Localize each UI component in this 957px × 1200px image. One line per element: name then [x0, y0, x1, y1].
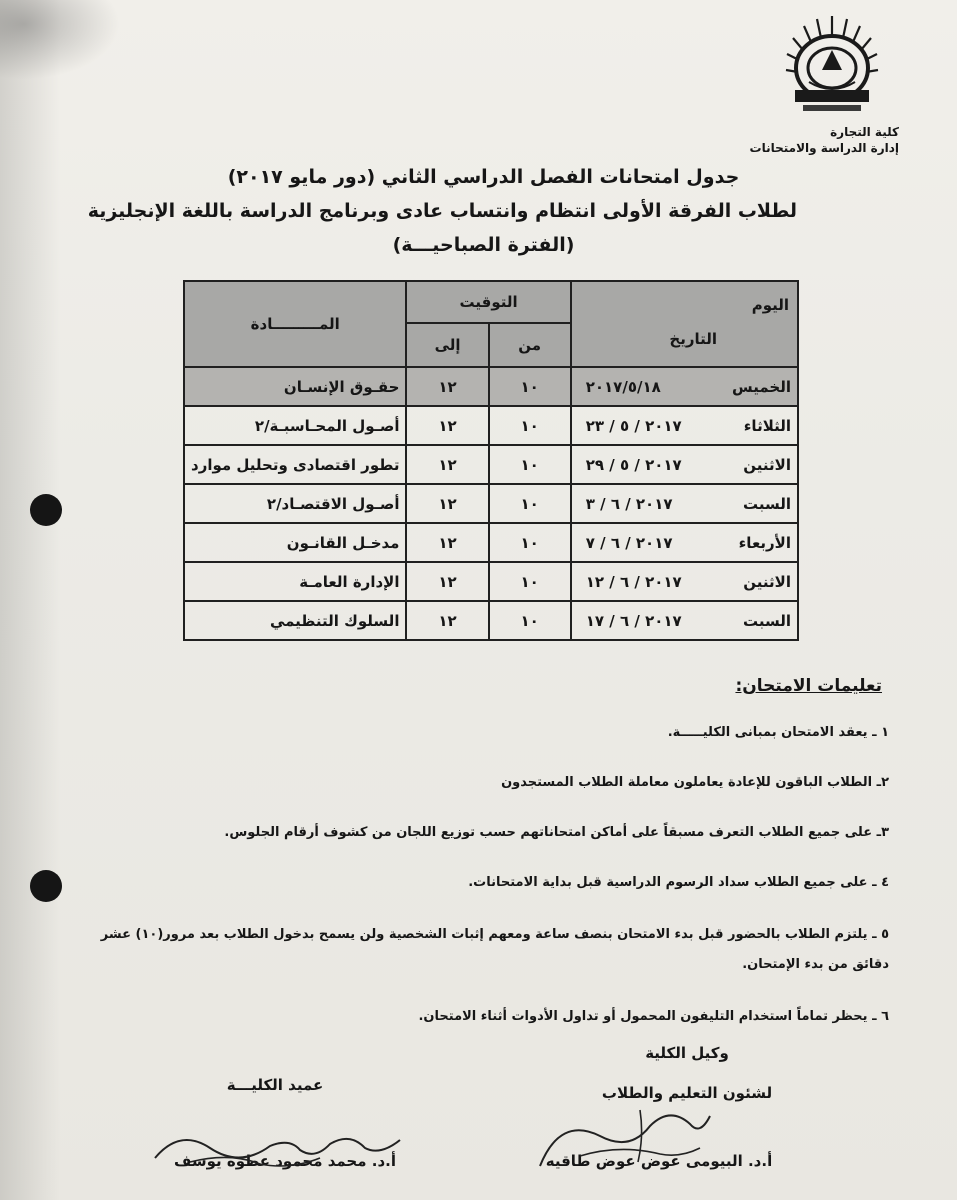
instructions-heading: تعليمات الامتحان: — [735, 676, 882, 696]
cell-date: ٢٠١٧ / ٦ / ١٢ — [585, 572, 682, 591]
header-day: اليوم — [751, 296, 789, 314]
header-from: من — [489, 323, 571, 367]
cell-from: ١٠ — [489, 484, 571, 523]
cell-day-date — [571, 406, 798, 445]
cell-date: ٢٠١٧ / ٦ / ١٧ — [585, 611, 682, 630]
dean-title: عميد الكليـــة — [226, 1076, 324, 1094]
vice-dean-portfolio: لشئون التعليم والطلاب — [601, 1084, 773, 1102]
cell-day-date — [571, 601, 798, 640]
header-to: إلى — [406, 323, 488, 367]
header-subject: المـــــــــادة — [184, 281, 406, 367]
cell-date: ٢٠١٧/٥/١٨ — [585, 377, 661, 396]
vice-dean-title: وكيل الكلية — [645, 1044, 729, 1062]
cell-day: الاثنين — [743, 572, 791, 591]
vice-dean-name: أ.د. البيومى عوض عوض طاقيه — [545, 1152, 773, 1170]
vice-dean-handwritten-signature — [520, 1096, 720, 1176]
cell-subject: مدخـل القانـون — [184, 523, 406, 562]
cell-subject: أصـول الاقتصـاد/٢ — [184, 484, 406, 523]
punch-hole-bottom — [30, 870, 62, 902]
cell-to: ١٢ — [406, 445, 488, 484]
cell-date: ٢٠١٧ / ٦ / ٧ — [585, 533, 673, 552]
instruction-item: ٣ـ على جميع الطلاب التعرف مسبقاً على أماكن امتحاناتهم حسب توزيع اللجان من كشوف أرقام الجلوس. — [224, 825, 889, 840]
instructions-list — [90, 720, 889, 1054]
cell-to: ١٢ — [406, 484, 488, 523]
table-row — [184, 445, 798, 484]
instruction-item: ١ ـ يعقد الامتحان بمبانى الكليـــــة. — [667, 725, 889, 740]
cell-day-date — [571, 523, 798, 562]
cell-day: الخميس — [732, 377, 791, 396]
title-line-3: (الفترة الصباحيـــة) — [392, 234, 575, 256]
table-row — [184, 484, 798, 523]
cell-day-date — [571, 445, 798, 484]
dean-name: أ.د. محمد محمود عطوه يوسف — [174, 1152, 396, 1170]
cell-to: ١٢ — [406, 562, 488, 601]
cell-day: الثلاثاء — [743, 416, 791, 435]
cell-subject: تطور اقتصادى وتحليل موارد — [184, 445, 406, 484]
cell-from: ١٠ — [489, 523, 571, 562]
university-logo — [777, 10, 887, 118]
header-timing: التوقيت — [406, 281, 570, 323]
document-titles — [87, 160, 797, 262]
dean-handwritten-signature — [150, 1118, 410, 1178]
cell-subject: السلوك التنظيمي — [184, 601, 406, 640]
cell-date: ٢٠١٧ / ٦ / ٣ — [585, 494, 673, 513]
cell-subject: الإدارة العامـة — [184, 562, 406, 601]
scan-smudge — [0, 0, 120, 80]
cell-to: ١٢ — [406, 523, 488, 562]
punch-hole-top — [30, 494, 62, 526]
cell-to: ١٢ — [406, 601, 488, 640]
cell-from: ١٠ — [489, 406, 571, 445]
table-row — [184, 367, 798, 406]
table-row — [184, 601, 798, 640]
instruction-item: ٦ ـ يحظر تماماً استخدام التليفون المحمول أو تداول الأدوات أثناء الامتحان. — [418, 1009, 889, 1024]
title-line-1: جدول امتحانات الفصل الدراسي الثاني (دور مايو ٢٠١٧) — [227, 166, 740, 188]
cell-date: ٢٠١٧ / ٥ / ٢٩ — [585, 455, 682, 474]
table-row — [184, 406, 798, 445]
cell-day: السبت — [742, 611, 791, 630]
cell-to: ١٢ — [406, 367, 488, 406]
header-day-date — [571, 281, 798, 367]
cell-to: ١٢ — [406, 406, 488, 445]
issuing-office — [750, 124, 899, 156]
cell-subject: حقـوق الإنسـان — [184, 367, 406, 406]
cell-day-date — [571, 367, 798, 406]
table-row — [184, 562, 798, 601]
title-line-2: لطلاب الفرقة الأولى انتظام وانتساب عادى وبرنامج الدراسة باللغة الإنجليزية — [87, 200, 797, 222]
cell-day-date — [571, 562, 798, 601]
instruction-item: ٥ ـ يلتزم الطلاب بالحضور قبل بدء الامتحان بنصف ساعة ومعهم إثبات الشخصية ولن يسمح بدخول الطلاب بعد مرور(١٠) عشر دقائق من بدء الإمتحان. — [100, 927, 889, 972]
department-name: إدارة الدراسة والامتحانات — [749, 141, 899, 155]
instruction-item: ٢ـ الطلاب الباقون للإعادة يعاملون معاملة الطلاب المستجدون — [501, 775, 889, 790]
cell-subject: أصـول المحـاسبـة/٢ — [184, 406, 406, 445]
cell-day: الأربعاء — [738, 533, 791, 552]
cell-from: ١٠ — [489, 367, 571, 406]
table-row — [184, 523, 798, 562]
cell-from: ١٠ — [489, 445, 571, 484]
faculty-name: كلية التجارة — [830, 125, 899, 139]
exam-schedule-table — [183, 280, 799, 641]
page-edge-shadow — [0, 0, 60, 1200]
cell-day: الاثنين — [743, 455, 791, 474]
cell-day: السبت — [742, 494, 791, 513]
cell-from: ١٠ — [489, 562, 571, 601]
instruction-item: ٤ ـ على جميع الطلاب سداد الرسوم الدراسية قبل بداية الامتحانات. — [468, 875, 889, 890]
cell-from: ١٠ — [489, 601, 571, 640]
header-date: التاريخ — [669, 330, 717, 348]
cell-day-date — [571, 484, 798, 523]
cell-date: ٢٠١٧ / ٥ / ٢٣ — [585, 416, 682, 435]
